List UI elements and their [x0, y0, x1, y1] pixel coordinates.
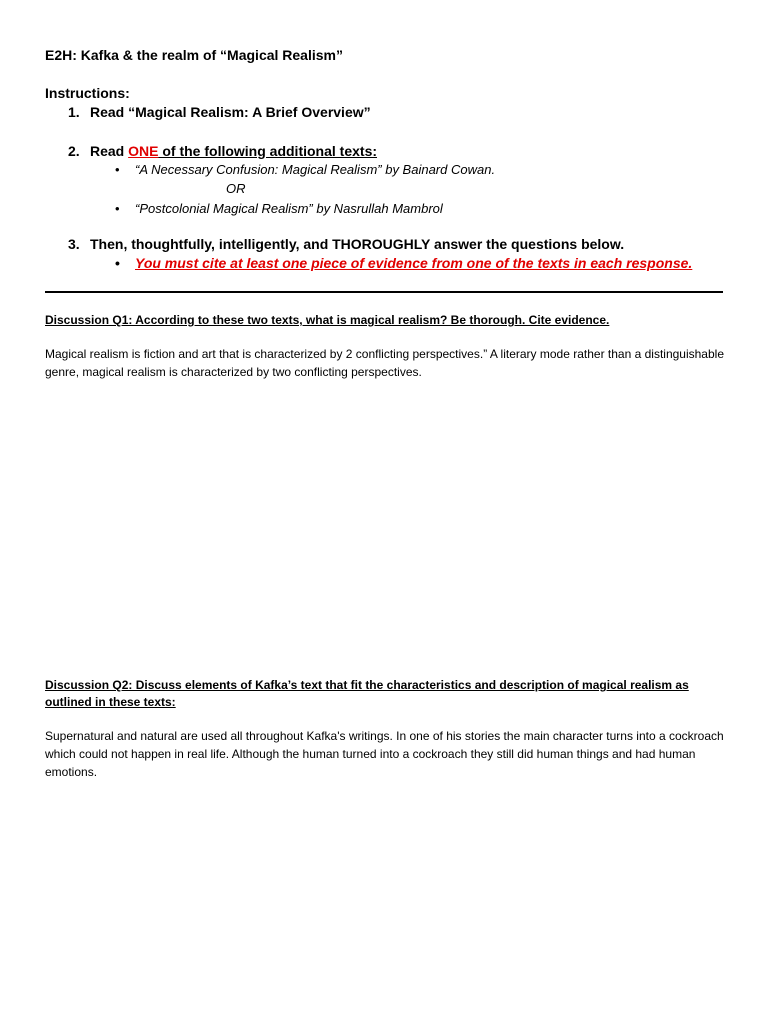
step-2-highlight: ONE	[128, 143, 159, 159]
text-option-1	[115, 162, 495, 177]
step-1-text: Read “Magical Realism: A Brief Overview”	[90, 104, 371, 120]
step-2	[68, 143, 377, 159]
q2-question-line-1: Discussion Q2: Discuss elements of Kafka’s text that fit the characteristics and description of magical realism as	[45, 678, 689, 692]
instructions-label: Instructions:	[45, 85, 130, 101]
or-label: OR	[226, 181, 246, 196]
q1-answer: Magical realism is fiction and art that is characterized by 2 conflicting perspectives.” A literary mode rather than a distinguishable genre, magical realism is characterized by two conflicting perspectives.	[45, 347, 724, 379]
step-3-text: Then, thoughtfully, intelligently, and THOROUGHLY answer the questions below.	[90, 236, 625, 252]
q2-question-line-2: outlined in these texts:	[45, 695, 176, 709]
step-2-prefix: Read	[90, 143, 129, 159]
step-1	[68, 104, 371, 120]
step-2-suffix: of the following additional texts:	[158, 143, 378, 159]
text-option-1-label: “A Necessary Confusion: Magical Realism” by Bainard Cowan.	[135, 162, 496, 177]
bullet-icon: •	[115, 201, 120, 216]
document-title: E2H: Kafka & the realm of “Magical Realism”	[45, 47, 343, 63]
step-3	[68, 236, 624, 252]
text-option-2	[115, 201, 443, 216]
cite-note-text: You must cite at least one piece of evidence from one of the texts in each response.	[135, 255, 693, 271]
bullet-icon: •	[115, 162, 120, 177]
text-option-2-label: “Postcolonial Magical Realism” by Nasrullah Mambrol	[135, 201, 443, 216]
step-2-number: 2.	[68, 143, 80, 159]
bullet-icon: •	[115, 255, 120, 271]
section-divider	[45, 291, 723, 293]
q1-question: Discussion Q1: According to these two texts, what is magical realism? Be thorough. Cite evidence.	[45, 313, 610, 327]
cite-note	[115, 255, 692, 271]
step-1-number: 1.	[68, 104, 80, 120]
q2-answer: Supernatural and natural are used all throughout Kafka's writings. In one of his stories the main character turns into a cockroach which could not happen in real life. Although the human turned into a cockroach they still did human things and had human emotions.	[45, 729, 724, 779]
step-3-number: 3.	[68, 236, 80, 252]
